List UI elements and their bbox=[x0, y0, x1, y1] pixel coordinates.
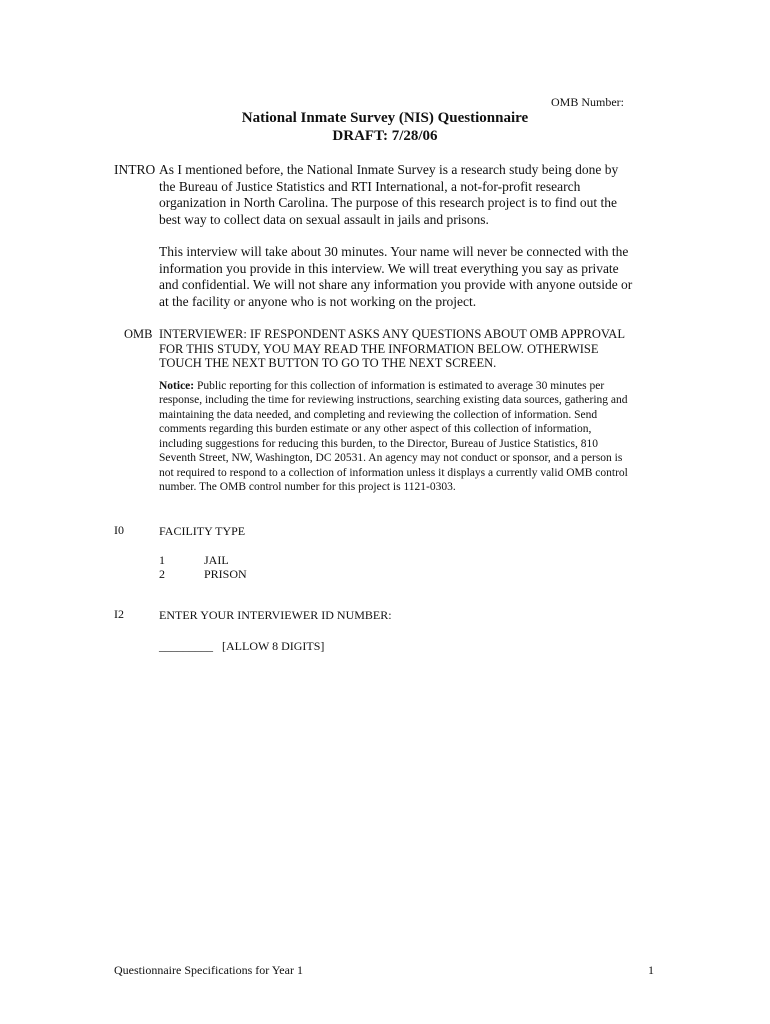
intro-body bbox=[159, 162, 637, 326]
option-text: PRISON bbox=[204, 566, 247, 581]
intro-paragraph-2: This interview will take about 30 minutes. Your name will never be connected with the information you provide in this interview. We will treat everything you say as private and confidential. We will not share any information you provide with anyone outside or at the facility or anyone who is not working on the project. bbox=[159, 244, 633, 309]
interviewer-id-field[interactable] bbox=[159, 638, 637, 655]
omb-label: OMB bbox=[124, 327, 153, 341]
i2-question: ENTER YOUR INTERVIEWER ID NUMBER: bbox=[159, 608, 392, 622]
i2-label: I2 bbox=[114, 607, 124, 621]
footer-text: Questionnaire Specifications for Year 1 bbox=[114, 963, 303, 977]
intro-paragraph-1: As I mentioned before, the National Inmate Survey is a research study being done by the Bureau of Justice Statistics and RTI International, a not-for-profit research organization in North Carolina. The purpose of this research project is to find out the best way to collect data on sexual assault in jails and prisons. bbox=[159, 162, 619, 227]
option-code: 1 bbox=[159, 552, 165, 567]
document-title: National Inmate Survey (NIS) Questionnaire bbox=[241, 110, 529, 126]
document-title-block bbox=[0, 109, 770, 145]
omb-body bbox=[159, 327, 637, 495]
option-text: JAIL bbox=[204, 552, 229, 567]
i0-label: I0 bbox=[114, 523, 124, 537]
i0-body bbox=[159, 523, 637, 580]
i0-question: FACILITY TYPE bbox=[159, 524, 246, 538]
option-code: 2 bbox=[159, 566, 165, 581]
omb-notice-text: Public reporting for this collection of information is estimated to average 30 minutes per response, including the time for reviewing instructions, searching existing data sources, gathering and maintaining the data needed, and completing and reviewing the collection of information. Send comments regarding this burden estimate or any other aspect of this collection of information, including suggestions for reducing this burden, to the Director, Bureau of Justice Statistics, 810 Seventh Street, NW, Washington, DC 20531. An agency may not conduct or sponsor, and a person is not required to respond to a collection of information unless it displays a currently valid OMB control number. The OMB control number for this project is 1121-0303. bbox=[159, 379, 628, 493]
draft-date: DRAFT: 7/28/06 bbox=[332, 128, 438, 144]
omb-notice bbox=[159, 379, 637, 495]
omb-notice-label: Notice: bbox=[159, 379, 195, 392]
omb-number-label: OMB Number: bbox=[551, 95, 624, 109]
answer-blank: _________ bbox=[159, 638, 213, 653]
i0-option-jail[interactable] bbox=[159, 552, 637, 566]
intro-label: INTRO bbox=[114, 162, 156, 177]
answer-note: [ALLOW 8 DIGITS] bbox=[222, 638, 325, 653]
page-number: 1 bbox=[648, 963, 654, 977]
i2-body bbox=[159, 607, 637, 654]
omb-interviewer-instruction: INTERVIEWER: IF RESPONDENT ASKS ANY QUESTIONS ABOUT OMB APPROVAL FOR THIS STUDY, YOU MAY READ THE INFORMATION BELOW. OTHERWISE TOUCH THE NEXT BUTTON TO GO TO THE NEXT SCREEN. bbox=[159, 327, 625, 370]
i0-option-prison[interactable] bbox=[159, 566, 637, 580]
